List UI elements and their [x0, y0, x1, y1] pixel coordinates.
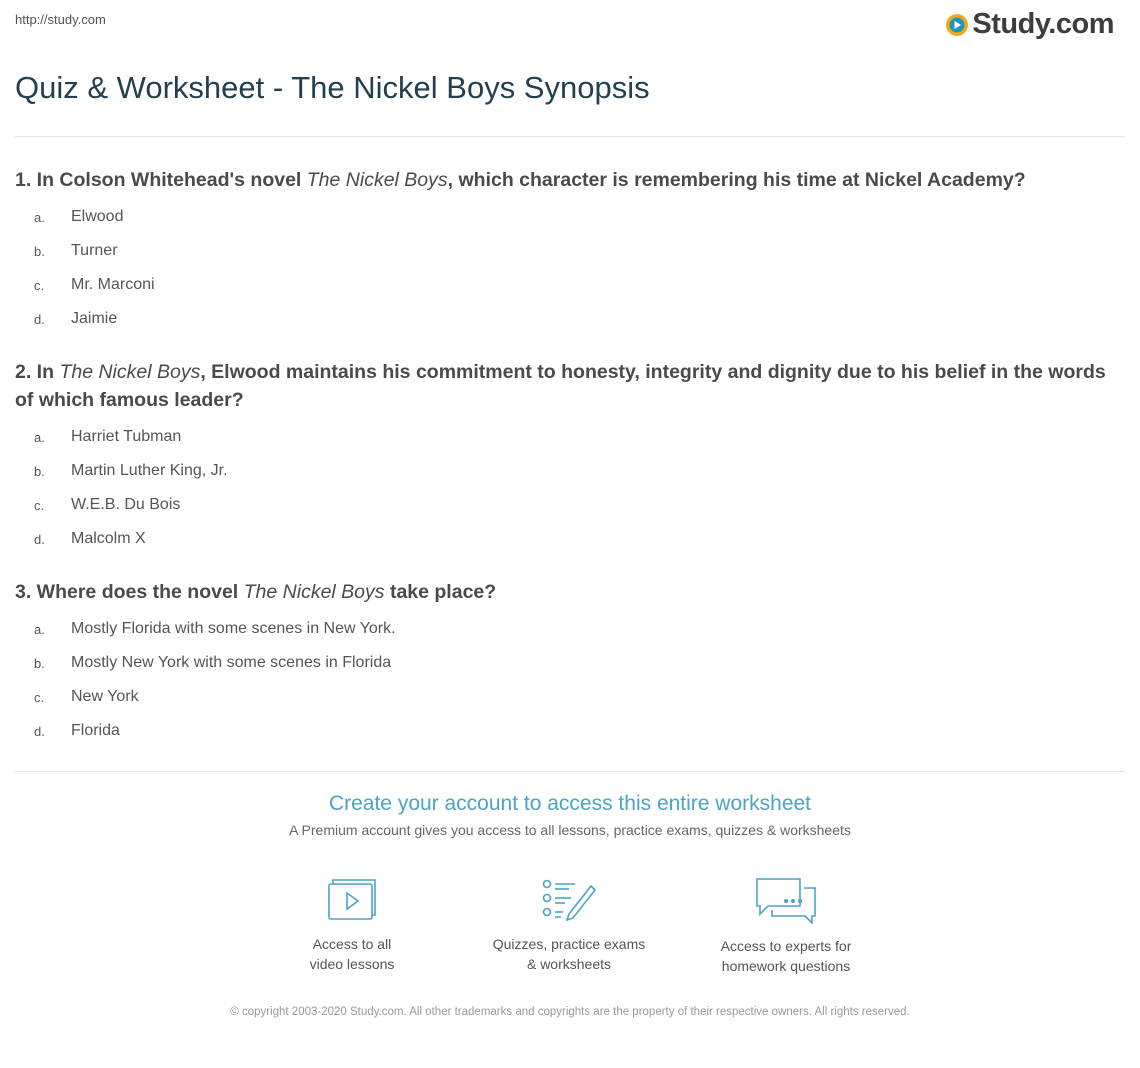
- quiz-checklist-icon: [541, 876, 597, 922]
- chat-bubbles-icon: [754, 876, 818, 924]
- answer-option: [15, 680, 1125, 714]
- answer-letter: a.: [34, 621, 45, 637]
- answer-text: Mostly New York with some scenes in Florida: [71, 654, 392, 671]
- feature-experts-line2: homework questions: [721, 958, 851, 974]
- divider-top: [15, 136, 1125, 137]
- answer-option: [15, 302, 1125, 336]
- feature-quizzes-line1: Quizzes, practice exams: [492, 936, 646, 952]
- answer-option: [15, 420, 1125, 454]
- answer-option: [15, 488, 1125, 522]
- answer-text: Florida: [71, 722, 120, 739]
- answer-text: Jaimie: [71, 310, 118, 327]
- page-url: http://study.com: [15, 12, 106, 27]
- top-bar: [0, 0, 1140, 56]
- answer-text: Harriet Tubman: [71, 428, 182, 445]
- question-text-part: 1. In Colson Whitehead's novel: [15, 169, 307, 191]
- feature-experts: [686, 876, 886, 976]
- answer-option: [15, 200, 1125, 234]
- answer-option: [15, 646, 1125, 680]
- divider-bottom: [15, 771, 1125, 772]
- logo-play-icon: [945, 13, 969, 37]
- video-lessons-icon: [326, 876, 378, 922]
- book-title: The Nickel Boys: [306, 169, 448, 191]
- question-text: [15, 358, 1125, 414]
- page-title: Quiz & Worksheet - The Nickel Boys Synopsis: [15, 70, 650, 105]
- answer-letter: b.: [34, 655, 45, 671]
- feature-quizzes: [469, 876, 669, 974]
- answer-text: Turner: [71, 242, 118, 259]
- copyright-footer: © copyright 2003-2020 Study.com. All other trademarks and copyrights are the property of their respective owners. All rights reserved.: [230, 1006, 910, 1018]
- answer-letter: a.: [34, 429, 45, 445]
- answer-text: W.E.B. Du Bois: [71, 496, 181, 513]
- answer-option: [15, 268, 1125, 302]
- question-2: [15, 358, 1125, 556]
- feature-quizzes-line2: & worksheets: [526, 956, 612, 972]
- feature-video-lessons: [252, 876, 452, 974]
- question-1: [15, 166, 1125, 336]
- feature-video-line1: Access to all: [312, 936, 392, 952]
- question-text-part: 2. In: [15, 361, 60, 383]
- answer-text: Malcolm X: [71, 530, 146, 547]
- answer-letter: b.: [34, 463, 45, 479]
- answer-letter: d.: [34, 311, 45, 327]
- answer-letter: d.: [34, 531, 45, 547]
- answer-letter: b.: [34, 243, 45, 259]
- book-title: The Nickel Boys: [59, 361, 201, 383]
- answer-option: [15, 454, 1125, 488]
- premium-cta: [0, 792, 1140, 838]
- answer-text: Mr. Marconi: [71, 276, 155, 293]
- answer-option: [15, 714, 1125, 748]
- question-text-part: 3. Where does the novel: [15, 581, 244, 603]
- answer-letter: c.: [34, 277, 45, 293]
- question-text-part: , which character is remembering his time at Nickel Academy?: [447, 169, 1026, 191]
- question-list: [15, 166, 1125, 770]
- answer-letter: a.: [34, 209, 45, 225]
- question-text: [15, 578, 1125, 606]
- answer-option: [15, 234, 1125, 268]
- feature-experts-line1: Access to experts for: [720, 938, 852, 954]
- logo-text: Study.com: [972, 8, 1114, 40]
- cta-subtitle: A Premium account gives you access to all lessons, practice exams, quizzes & worksheets: [289, 822, 851, 838]
- question-3: [15, 578, 1125, 748]
- question-text-part: take place?: [384, 581, 497, 603]
- answer-text: Elwood: [71, 208, 124, 225]
- answer-text: Martin Luther King, Jr.: [71, 462, 228, 479]
- question-text-part: , Elwood maintains his commitment to honesty, integrity and dignity due to his belief in the words of which famous leader?: [15, 361, 1106, 411]
- answer-option: [15, 612, 1125, 646]
- answer-letter: c.: [34, 497, 45, 513]
- cta-title-link[interactable]: Create your account to access this entire worksheet: [328, 792, 812, 815]
- answer-text: Mostly Florida with some scenes in New York.: [71, 620, 396, 637]
- feature-video-line2: video lessons: [309, 956, 395, 972]
- answer-letter: c.: [34, 689, 45, 705]
- answer-text: New York: [71, 688, 139, 705]
- study-logo[interactable]: [945, 8, 1114, 41]
- answer-letter: d.: [34, 723, 45, 739]
- question-text: [15, 166, 1125, 194]
- book-title: The Nickel Boys: [243, 581, 385, 603]
- answer-option: [15, 522, 1125, 556]
